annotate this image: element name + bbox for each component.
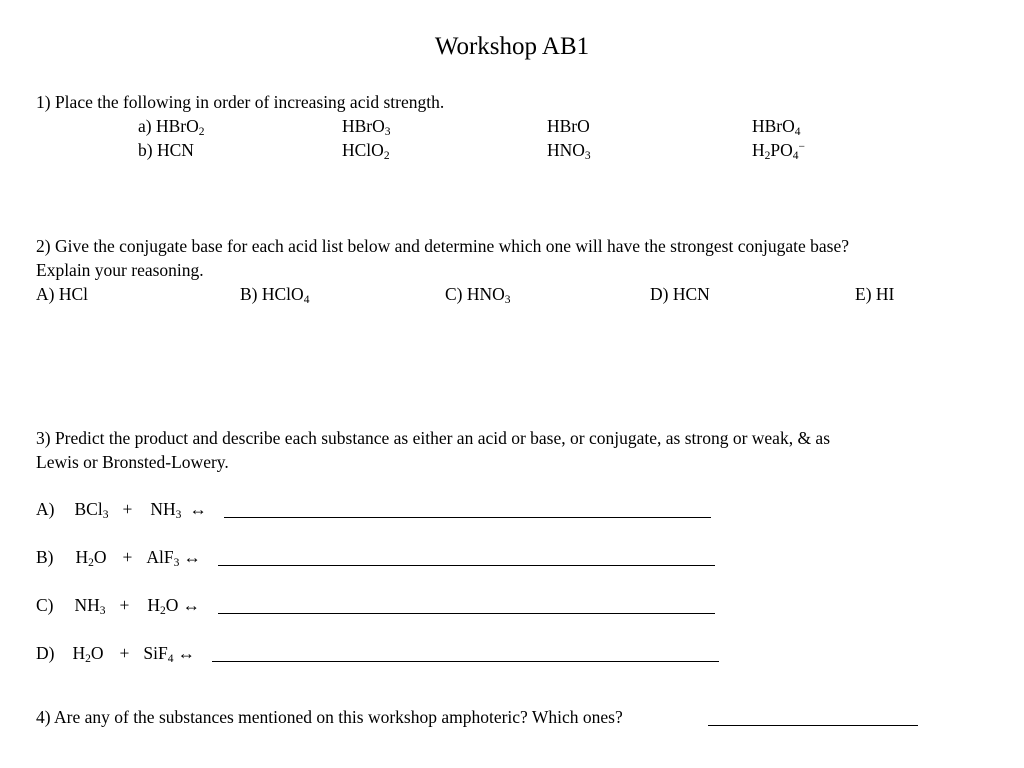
q1-a-item-3: HBrO bbox=[547, 116, 590, 136]
q3-reaction-c: C) $NH_3 + H_2O$ ↔ bbox=[36, 595, 200, 617]
q2-option-e: E) HI bbox=[855, 284, 895, 304]
answer-blank-b[interactable] bbox=[218, 550, 715, 566]
page-title: Workshop AB1 bbox=[434, 33, 590, 60]
q1-a-item-4: HBrO$_4$ bbox=[752, 116, 801, 138]
answer-blank-a[interactable] bbox=[224, 502, 711, 518]
q1-b-item-3: $HNO_3$ bbox=[547, 140, 591, 162]
q3-reaction-b: B) $H_2O + AlF_3$ ↔ bbox=[36, 547, 201, 569]
question-3-line-1: 3) Predict the product and describe each substance as either an acid or base, or conjugate, as strong or weak, & as bbox=[36, 428, 831, 448]
q2-option-d: D) HCN bbox=[650, 284, 710, 304]
q1-b-item-2: HClO$_2$ bbox=[342, 140, 390, 162]
answer-blank-d[interactable] bbox=[212, 646, 719, 662]
q3-reaction-d: D) $H_2O + SiF_4$ ↔ bbox=[36, 643, 195, 665]
question-2-line-1: 2) Give the conjugate base for each acid list below and determine which one will have the strongest conjugate base? bbox=[36, 236, 849, 256]
question-1-prompt: 1) Place the following in order of increasing acid strength. bbox=[36, 92, 445, 112]
question-4-text: 4) Are any of the substances mentioned on this workshop amphoteric? Which ones? bbox=[36, 707, 623, 727]
q1-b-item-1: b) HCN bbox=[138, 140, 194, 160]
q2-option-c: C) $HNO_3$ bbox=[445, 284, 511, 306]
q1-a-item-2: HBrO$_3$ bbox=[342, 116, 391, 138]
answer-blank-c[interactable] bbox=[218, 598, 715, 614]
q2-option-b: B) HClO$_4$ bbox=[240, 284, 310, 306]
answer-blank-q4[interactable] bbox=[708, 710, 918, 726]
q1-b-item-4: $H_2PO_4^-$ bbox=[752, 140, 806, 162]
q2-option-a: A) HCl bbox=[36, 284, 89, 304]
q1-a-item-1: a) HBrO$_2$ bbox=[138, 116, 205, 138]
question-2-line-2: Explain your reasoning. bbox=[36, 260, 204, 280]
question-3-line-2: Lewis or Bronsted-Lowery. bbox=[36, 452, 229, 472]
q3-reaction-a: A) $BCl_3 + NH_3$ ↔ bbox=[36, 499, 207, 521]
